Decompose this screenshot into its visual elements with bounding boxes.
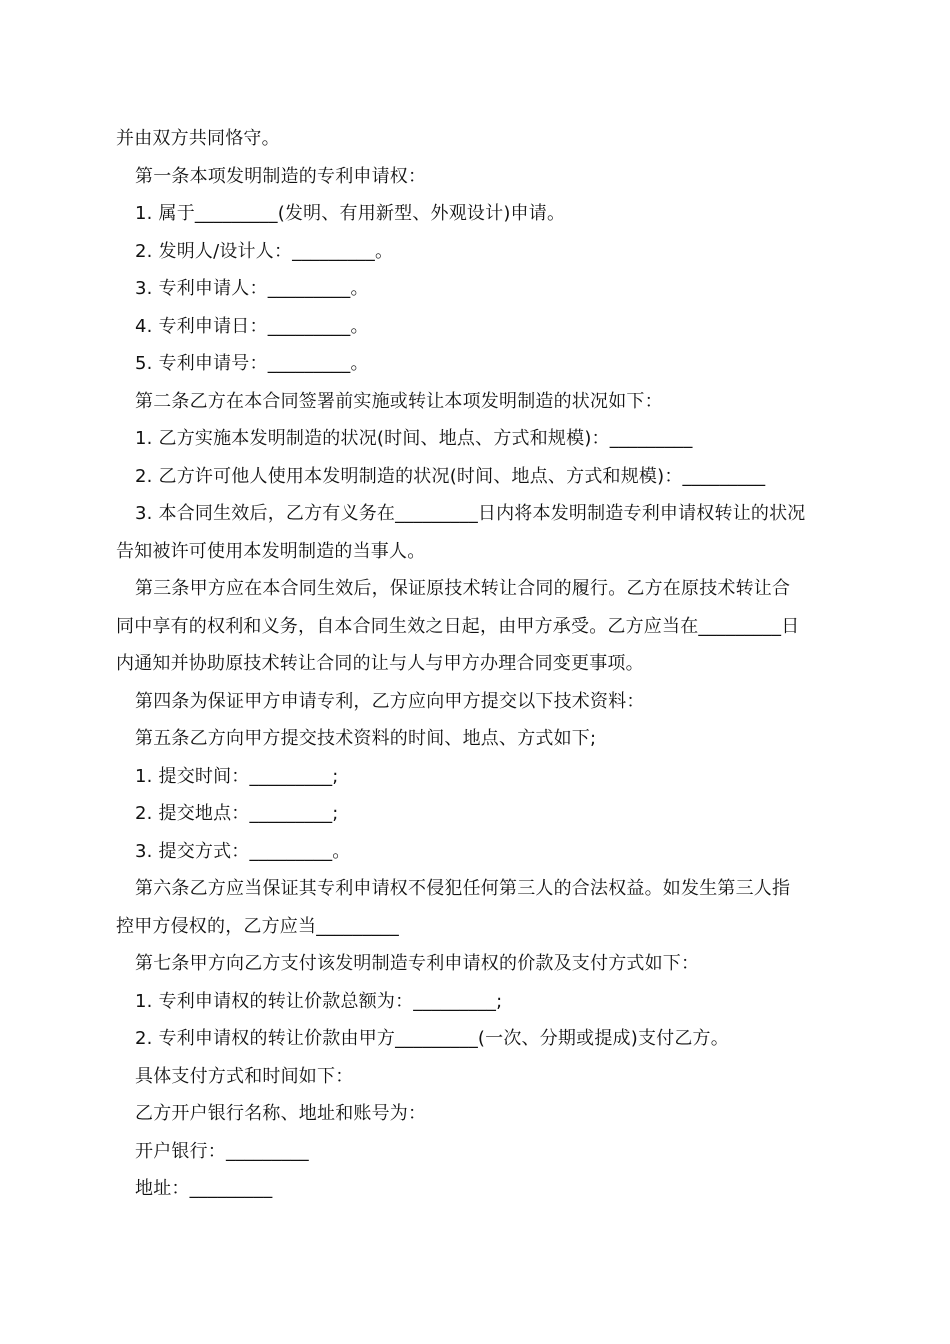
text-line: 第一条本项发明制造的专利申请权： (135, 165, 427, 187)
text-line: 告知被许可使用本发明制造的当事人。 (116, 540, 426, 562)
text-line: 第五条乙方向甲方提交技术资料的时间、地点、方式如下; (135, 728, 597, 749)
text-line: 2. 乙方许可他人使用本发明制造的状况(时间、地点、方式和规模)：_________ (135, 465, 766, 487)
text-line: 1. 提交时间：_________; (135, 765, 339, 787)
text-line: 第三条甲方应在本合同生效后，保证原技术转让合同的履行。乙方在原技术转让合 (135, 578, 791, 599)
text-line: 地址：_________ (135, 1178, 273, 1199)
text-line: 3. 本合同生效后，乙方有义务在_________日内将本发明制造专利申请权转让的状况 (135, 503, 806, 524)
text-line: 2. 专利申请权的转让价款由甲方_________(一次、分期或提成)支付乙方。 (135, 1028, 729, 1049)
text-line: 2. 提交地点：_________; (135, 803, 339, 824)
text-line: 2. 发明人/设计人：_________。 (135, 240, 394, 262)
text-line: 第六条乙方应当保证其专利申请权不侵犯任何第三人的合法权益。如发生第三人指 (135, 878, 791, 899)
text-line: 1. 专利申请权的转让价款总额为：_________; (135, 990, 503, 1012)
text-line: 控甲方侵权的，乙方应当_________ (116, 915, 399, 937)
document-body (116, 120, 840, 1208)
text-line: 4. 专利申请日：_________。 (135, 315, 369, 337)
text-line: 1. 乙方实施本发明制造的状况(时间、地点、方式和规模)：_________ (135, 428, 693, 449)
text-line: 内通知并协助原技术转让合同的让与人与甲方办理合同变更事项。 (116, 653, 644, 674)
text-line: 3. 提交方式：_________。 (135, 840, 351, 862)
text-line: 5. 专利申请号：_________。 (135, 353, 369, 374)
text-line: 具体支付方式和时间如下： (135, 1065, 354, 1087)
text-line: 第二条乙方在本合同签署前实施或转让本项发明制造的状况如下： (135, 390, 663, 412)
text-line: 乙方开户银行名称、地址和账号为： (135, 1103, 427, 1124)
text-line: 3. 专利申请人：_________。 (135, 278, 369, 299)
text-line: 并由双方共同恪守。 (116, 128, 280, 149)
text-line: 第四条为保证甲方申请专利，乙方应向甲方提交以下技术资料： (135, 690, 645, 712)
text-line: 1. 属于_________(发明、有用新型、外观设计)申请。 (135, 203, 566, 224)
text-line: 同中享有的权利和义务，自本合同生效之日起，由甲方承受。乙方应当在_________日 (116, 615, 800, 637)
text-line: 第七条甲方向乙方支付该发明制造专利申请权的价款及支付方式如下： (135, 953, 700, 974)
text-line: 开户银行：_________ (135, 1140, 309, 1162)
